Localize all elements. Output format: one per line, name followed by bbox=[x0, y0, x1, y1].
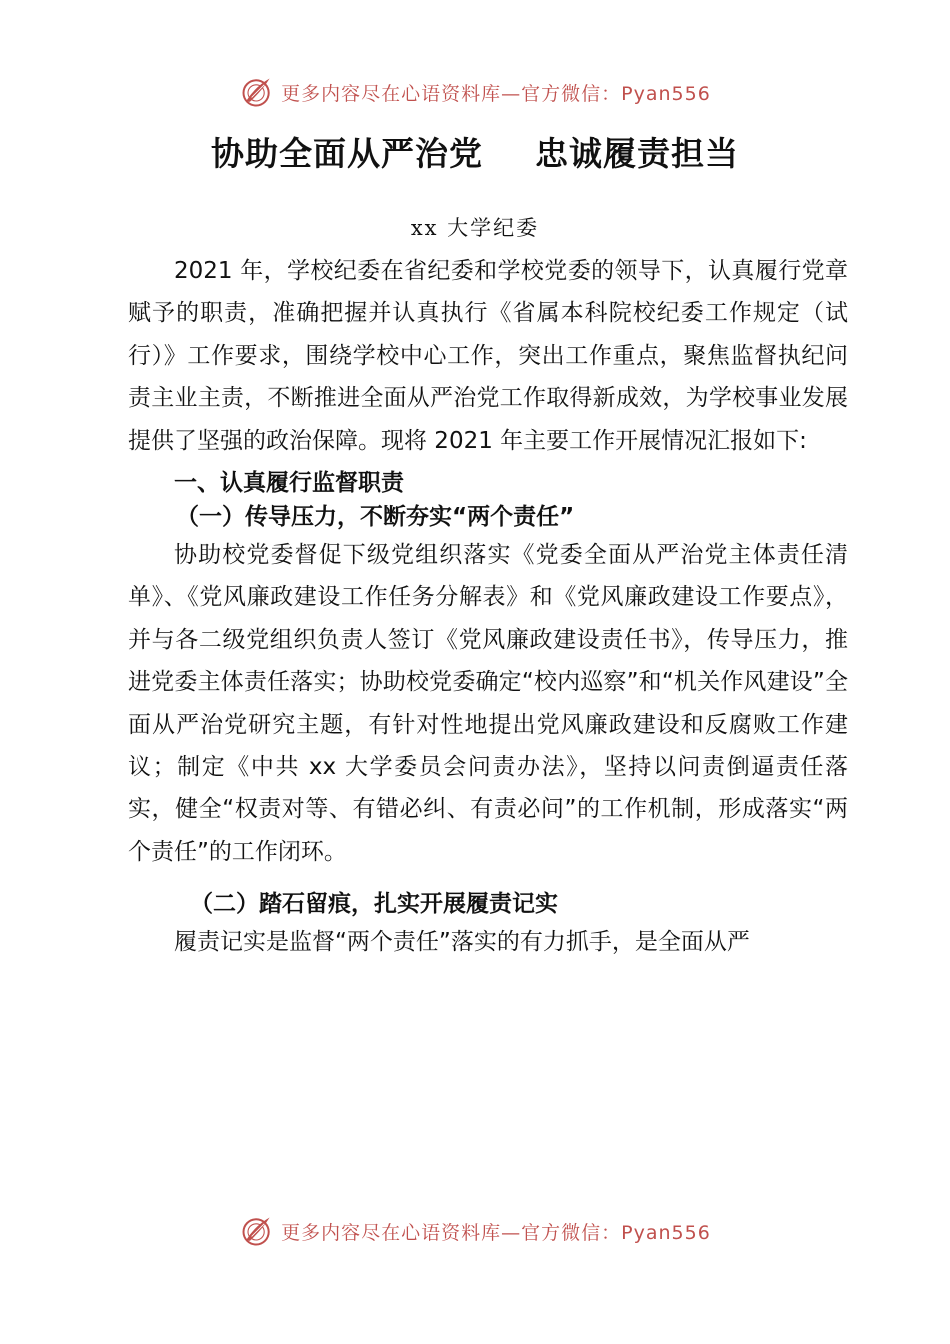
header-watermark bbox=[0, 72, 950, 112]
scholar-quill-logo-icon bbox=[239, 1213, 275, 1249]
title-part-2: 忠诚履责担当 bbox=[535, 134, 739, 173]
intro-paragraph: 2021 年，学校纪委在省纪委和学校党委的领导下，认真履行党章赋予的职责，准确把握并认真执行《省属本科院校纪委工作规定（试行）》工作要求，围绕学校中心工作，突出工作重点，聚焦监督执纪问责主业主责，不断推进全面从严治党工作取得新成效，为学校事业发展提供了坚强的政治保障。现将 2021 年主要工作开展情况汇报如下: bbox=[128, 258, 848, 454]
watermark-handle: Pyan556 bbox=[621, 82, 711, 105]
subsection-1-paragraph: 协助校党委督促下级党组织落实《党委全面从严治党主体责任清单》、《党风廉政建设工作任务分解表》和《党风廉政建设工作要点》，并与各二级党组织负责人签订《党风廉政建设责任书》，传导压力，推进党委主体责任落实；协助校党委确定“校内巡察”和“机关作风建设”全面从严治党研究主题，有针对性地提出党风廉政建设和反腐败工作建议；制定《中共 xx 大学委员会问责办法》，坚持以问责倒逼责任落实，健全“权责对等、有错必纠、有责必问”的工作机制，形成落实“两个责任”的工作闭环。 bbox=[128, 542, 848, 865]
subsection-1-heading: （一）传导压力，不断夯实“两个责任” bbox=[176, 504, 575, 531]
watermark-text: 更多内容尽在心语资料库—官方微信：Pyan556 bbox=[281, 1221, 711, 1244]
watermark-text: 更多内容尽在心语资料库—官方微信：Pyan556 bbox=[281, 82, 711, 105]
document-author: xx 大学纪委 bbox=[410, 216, 540, 240]
subsection-2-paragraph: 履责记实是监督“两个责任”落实的有力抓手，是全面从严 bbox=[174, 929, 750, 956]
watermark-handle: Pyan556 bbox=[621, 1221, 711, 1244]
footer-watermark bbox=[0, 1211, 950, 1251]
section-1-heading: 一、认真履行监督职责 bbox=[174, 470, 404, 497]
scholar-quill-logo-icon bbox=[239, 74, 275, 110]
title-part-1: 协助全面从严治党 bbox=[211, 134, 483, 173]
subsection-2-heading: （二）踏石留痕，扎实开展履责记实 bbox=[190, 891, 558, 918]
document-title bbox=[0, 128, 950, 175]
document-body bbox=[128, 250, 848, 964]
